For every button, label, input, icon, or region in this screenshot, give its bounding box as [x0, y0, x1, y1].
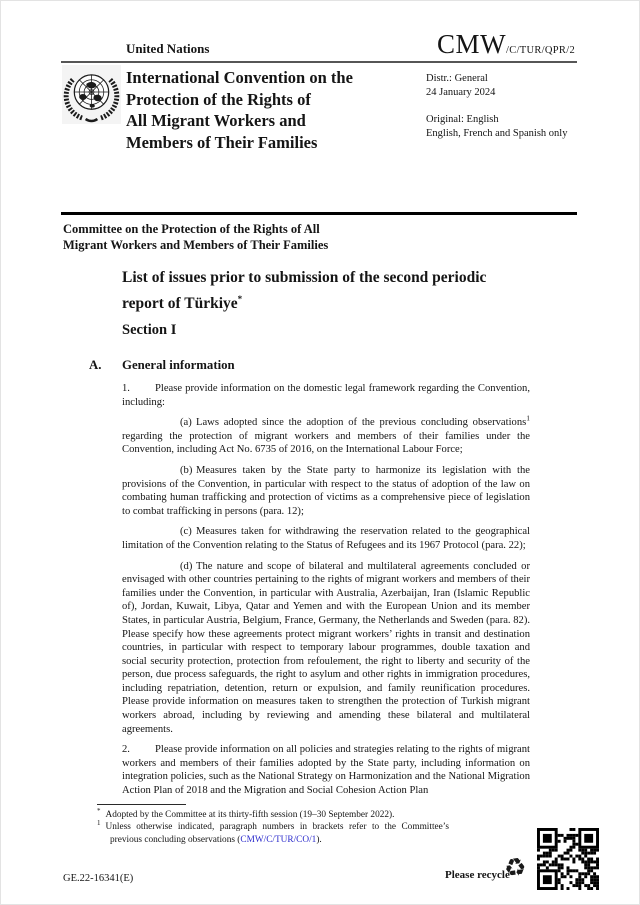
original-language: Original: English — [426, 114, 499, 125]
convention-title — [126, 67, 353, 153]
job-number: GE.22-16341(E) — [63, 873, 134, 884]
footnote-separator — [97, 804, 186, 805]
qr-code — [537, 828, 599, 890]
convention-title-line: All Migrant Workers and — [126, 111, 306, 130]
un-label: United Nations — [126, 41, 210, 56]
paragraph-label: 1. — [122, 383, 130, 394]
recycle-icon: ♻ — [502, 851, 529, 884]
committee-heading-line: Migrant Workers and Members of Their Families — [63, 238, 329, 252]
convention-title-line: Protection of the Rights of — [126, 89, 311, 109]
footnote-marker: * — [97, 806, 101, 815]
subsection-heading — [89, 358, 235, 373]
body-text — [122, 382, 530, 805]
convention-title-line: Members of Their Families — [126, 132, 318, 152]
paragraph-b: (b) Measures taken by the State party to harmonize its legislation with the provisions of the Convention, in particular with respect to the status of adoption of the law on combating human trafficking and protection of victims as a comprehensive piece of legislation to combat trafficking in persons (para. 12); — [122, 464, 530, 517]
language-note: English, French and Spanish only — [426, 128, 568, 139]
document-title-line: report of Türkiye* — [122, 293, 243, 312]
footnote: $^1$ Unless otherwise indicated, paragraph numbers in brackets refer to the Committee’s previous concluding observations (CMW/C/TUR/CO/1). — [97, 819, 449, 845]
paragraph-label: (a) — [180, 417, 192, 429]
footnotes — [97, 806, 449, 846]
document-symbol — [437, 29, 575, 60]
paragraph-1: 1. Please provide information on the domestic legal framework regarding the Convention, including: — [122, 383, 530, 408]
title-footnote-marker: * — [237, 293, 243, 304]
document-symbol-main: CMW — [437, 29, 507, 59]
paragraph-label: (b) — [180, 464, 193, 476]
document-title — [122, 268, 486, 314]
paragraph-c: (c) Measures taken for withdrawing the reservation related to the geographical limitation of the Convention relating to the Status of Refugees and its 1967 Protocol (para. 22); — [122, 526, 530, 551]
header-rule — [61, 61, 577, 63]
subsection-label: General information — [122, 358, 235, 372]
committee-heading — [63, 221, 328, 253]
distribution-info — [426, 72, 567, 141]
committee-heading-line: Committee on the Protection of the Rights of All — [63, 222, 320, 236]
document-title-line: List of issues prior to submission of the second periodic — [122, 269, 487, 286]
document-link[interactable]: CMW/C/TUR/CO/1 — [240, 834, 317, 845]
document-symbol-suffix: /C/TUR/QPR/2 — [506, 45, 575, 56]
paragraph-label: 2. — [122, 744, 130, 756]
paragraph-2: 2. Please provide information on all policies and strategies relating to the rights of migrant workers and members of their families adopted by the State party, including information on integration policies, such as the National Strategy on Harmonization and the National Migration Action Plan of 2018 and the Migration and Social Cohesion Action Plan — [122, 744, 530, 797]
distr-date: 24 January 2024 — [426, 87, 496, 98]
convention-title-line: International Convention on the — [126, 68, 353, 87]
footnote: * Adopted by the Committee at its thirty-fifth session (19–30 September 2022). — [97, 806, 395, 820]
paragraph-label: (c) — [180, 526, 192, 538]
section-divider-rule — [61, 212, 577, 215]
paragraph-label: (d) — [180, 560, 193, 572]
paragraph-a: (a) Laws adopted since the adoption of the previous concluding observations$^1$ regarding the protection of migrant workers and members of their families under the Convention, including Act No. 6735 of 2016, on the International Labour Force; — [122, 413, 530, 456]
footnote-marker: 1 — [97, 819, 101, 828]
distr-type: Distr.: General — [426, 73, 488, 84]
footnote-reference: 1 — [526, 413, 530, 423]
un-emblem-icon — [62, 65, 121, 124]
subsection-letter: A. — [89, 358, 102, 372]
paragraph-d: (d) The nature and scope of bilateral and multilateral agreements concluded or envisaged with other countries pertaining to the rights of migrant workers and members of their families under the Convention, in particular with Australia, Azerbaijan, Iran (Islamic Republic of), Jordan, Kuwait, Libya, Qatar and Yemen and with the European Union and its member States, in particular Austria, Belgium, France, Germany, the Netherlands and Sweden (para. 82). Please specify how these agreements protect migrant workers’ rights in transit and destination countries, in particular with respect to temporary labour programmes, double taxation and social security protection, protection from refoulement, the right to liberty and security of the person, due process safeguards, the right to asylum and other rights in immigration procedures, including repatriation, detention, return or expulsion, and family reunification procedures. Please provide information on measures taken to strengthen the protection of Turkish migrant workers abroad, including by reviewing and amending these bilateral and multilateral agreements. — [122, 560, 530, 735]
un-emblem — [62, 65, 121, 124]
section-heading: Section I — [122, 322, 177, 338]
recycle-label: Please recycle — [445, 869, 510, 881]
